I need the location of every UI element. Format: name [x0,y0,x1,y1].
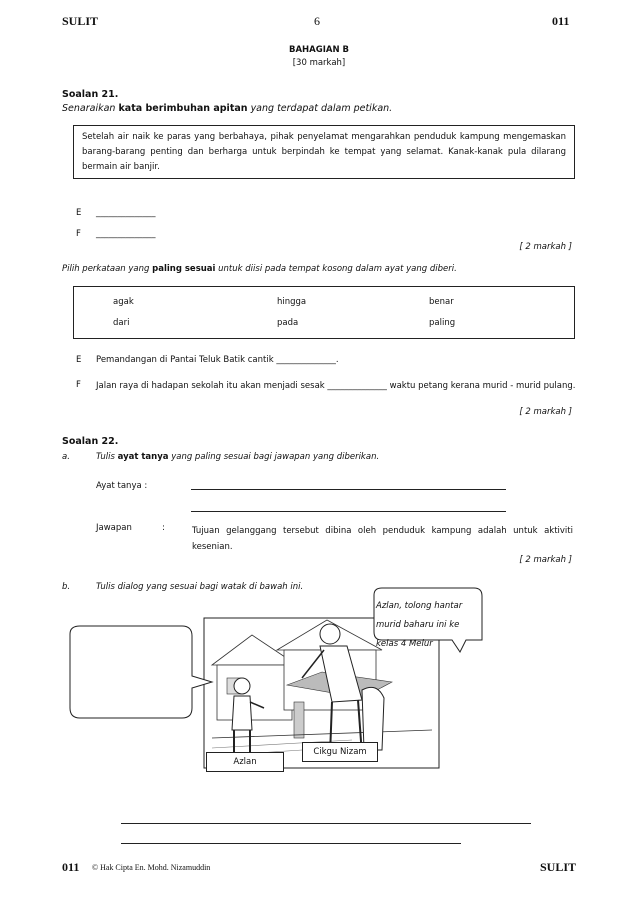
passage-text: Setelah air naik ke paras yang berbahaya, pihak penyelamat mengarahkan penduduk kampung mengemaskan barang-barang penting dan berharga untuk berpindah ke tempat yang selamat. Kanak-kanak pula dilarang bermain air banjir. [82,132,566,172]
azlan-body [232,696,252,730]
q22a-instr-bold: ayat tanya [117,452,169,462]
girl-figure [362,687,384,750]
q21-title: Soalan 21. [62,89,119,100]
jawapan-colon: : [162,523,165,533]
footer-sulit: SULIT [540,860,577,874]
answer-f-blank[interactable]: ______________ [96,229,156,239]
sentence-f-label: F [76,380,81,390]
word-box [73,286,575,339]
header-code: 011 [552,14,570,28]
teacher-head [320,624,340,644]
ayat-tanya-line-1[interactable] [191,489,506,490]
word-agak: agak [113,297,134,307]
footer-code: 011 [62,860,80,874]
section-title: BAHAGIAN B [288,45,350,55]
answer-e-label: E [76,208,82,218]
q22a-label: a. [62,452,70,462]
q22-title: Soalan 22. [62,436,119,447]
section-marks: [30 markah] [292,58,346,68]
jawapan-text: Tujuan gelanggang tersebut dibina oleh penduduk kampung adalah untuk aktiviti kesenian. [192,526,573,552]
q22a-instr-pre: Tulis [96,452,115,462]
jawapan-label: Jawapan [96,523,132,533]
teacher-speech-text: Azlan, tolong hantar murid baharu ini ke kelas 4 Melur [376,601,463,649]
q21-instruction-2 [62,264,457,274]
answer-f-label: F [76,229,81,239]
word-benar: benar [429,297,454,307]
passage-box [73,125,575,179]
q21-instr-post: yang terdapat dalam petikan. [250,103,393,114]
q21-instr2-pre: Pilih perkataan yang [62,264,150,274]
q22b-label: b. [62,582,71,592]
azlan-head [234,678,250,694]
q22a-instruction [96,452,379,462]
dialog-answer-line-2[interactable] [121,843,461,844]
dialog-answer-line-1[interactable] [121,823,531,824]
q21-instr-pre: Senaraikan [62,103,116,114]
q21-marks-2: [ 2 markah ] [519,407,572,417]
answer-e-blank[interactable]: ______________ [96,208,156,218]
header-sulit: SULIT [62,14,99,28]
sentence-f-text: Jalan raya di hadapan sekolah itu akan menjadi sesak ______________ waktu petang kerana murid - murid pulang. [96,381,576,391]
word-hingga: hingga [277,297,307,307]
q22a-instr-post: yang paling sesuai bagi jawapan yang diberikan. [171,452,380,462]
ayat-tanya-line-2[interactable] [191,511,506,512]
q21-instr-bold: kata berimbuhan apitan [118,103,248,114]
sentence-e-text: Pemandangan di Pantai Teluk Batik cantik ______________. [96,355,339,365]
q21-instruction [62,103,392,114]
door-center [294,702,304,738]
q21-instr2-bold: paling sesuai [152,264,216,274]
page-number: 6 [314,14,320,28]
q22-marks: [ 2 markah ] [519,555,572,565]
footer-copyright: © Hak Cipta En. Mohd. Nizamuddin [92,863,211,872]
label-cikgu-nizam: Cikgu Nizam [302,742,378,762]
word-dari: dari [113,318,130,328]
word-pada: pada [277,318,299,328]
q21-marks-1: [ 2 markah ] [519,242,572,252]
q22b-instruction: Tulis dialog yang sesuai bagi watak di bawah ini. [96,582,304,592]
word-paling: paling [429,318,456,328]
ayat-tanya-label: Ayat tanya : [96,481,148,491]
sentence-e-label: E [76,355,82,365]
empty-speech-bubble [70,626,212,718]
q21-instr2-post: untuk diisi pada tempat kosong dalam ayat yang diberi. [218,264,457,274]
label-azlan: Azlan [206,752,284,772]
